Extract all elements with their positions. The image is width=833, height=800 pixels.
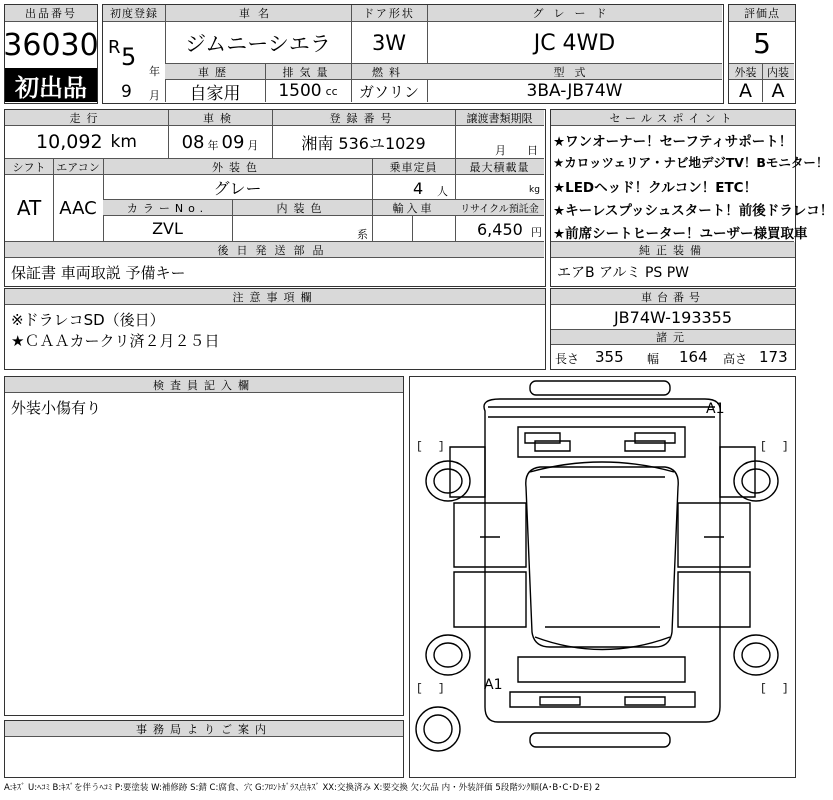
interior-color-unit: 系 bbox=[357, 228, 368, 241]
first-reg-era: R bbox=[108, 37, 121, 58]
specs-header: 諸元 bbox=[551, 329, 795, 345]
int-score-header: 内装 bbox=[762, 64, 794, 80]
svg-text:]: ] bbox=[438, 683, 445, 695]
notes-line-2: ★ＣＡＡカークリ済２月２５日 bbox=[11, 332, 220, 350]
inspection-year-unit: 年 bbox=[207, 139, 219, 152]
shift-value: AT bbox=[16, 196, 42, 220]
aircon-value: AAC bbox=[59, 197, 97, 219]
inspection-year: 08 bbox=[181, 131, 205, 153]
svg-text:[: [ bbox=[760, 441, 767, 453]
first-listing-badge: 初出品 bbox=[5, 68, 97, 102]
inspector-header: 検査員記入欄 bbox=[5, 377, 403, 393]
max-load-header: 最大積載量 bbox=[455, 159, 544, 175]
plate-number: 湘南 536ユ1029 bbox=[301, 133, 426, 153]
shift-header: シフト bbox=[5, 159, 53, 175]
history-value: 自家用 bbox=[189, 83, 241, 104]
ext-score-header: 外装 bbox=[729, 64, 762, 80]
office-section bbox=[4, 720, 404, 778]
inspector-section bbox=[4, 376, 404, 716]
spec-width: 164 bbox=[679, 348, 708, 366]
int-score: A bbox=[771, 80, 785, 102]
capacity-header: 乗車定員 bbox=[372, 159, 455, 175]
svg-text:]: ] bbox=[438, 441, 445, 453]
fuel-value: ガソリン bbox=[358, 82, 419, 101]
svg-text:]: ] bbox=[782, 683, 789, 695]
car-name-header: 車名 bbox=[165, 5, 351, 22]
grade-header: グレード bbox=[427, 5, 722, 22]
inspection-month: 09 bbox=[221, 131, 245, 153]
chassis-header: 車台番号 bbox=[551, 289, 795, 305]
transfer-day-unit: 日 bbox=[527, 144, 538, 157]
displacement-number: 1500 bbox=[278, 81, 322, 101]
model-code: 3BA-JB74W bbox=[526, 81, 623, 101]
inspection-header: 車検 bbox=[168, 110, 272, 126]
transfer-month-unit: 月 bbox=[495, 144, 506, 157]
displacement-unit: cc bbox=[325, 84, 338, 98]
car-name: ジムニーシエラ bbox=[185, 32, 331, 56]
spec-height-label: 高さ bbox=[723, 352, 748, 366]
sales-point-1: ★ワンオーナー！セーフティサポート！ bbox=[553, 134, 793, 150]
genuine-value: エアB アルミ PS PW bbox=[557, 265, 690, 281]
sales-points-header: セールスポイント bbox=[551, 110, 795, 126]
capacity-unit: 人 bbox=[437, 185, 448, 198]
plate-header: 登録番号 bbox=[272, 110, 455, 126]
notes-section bbox=[4, 288, 546, 370]
exterior-color-header: 外装色 bbox=[103, 159, 372, 175]
color-no-header: カラーNo. bbox=[103, 200, 232, 216]
displacement-value bbox=[265, 80, 351, 102]
lot-number: 36030 bbox=[3, 27, 99, 63]
sales-point-2: ★カロッツェリア・ナビ地デジTV！Bモニター！ bbox=[553, 155, 829, 170]
color-no-value: ZVL bbox=[152, 219, 183, 238]
door-header: ドア形状 bbox=[351, 5, 427, 22]
spec-width-label: 幅 bbox=[647, 352, 660, 366]
sales-point-4: ★キーレスプッシュスタート！前後ドラレコ！ bbox=[553, 203, 833, 219]
transfer-header: 譲渡書類期限 bbox=[455, 110, 544, 126]
genuine-header: 純正装備 bbox=[551, 242, 795, 258]
svg-text:[: [ bbox=[416, 441, 423, 453]
model-header: 型式 bbox=[427, 64, 722, 80]
first-reg-header: 初度登録 bbox=[103, 5, 165, 22]
mileage-value bbox=[5, 126, 168, 158]
lot-header: 出品番号 bbox=[5, 5, 97, 22]
max-load-unit: kg bbox=[529, 185, 540, 195]
first-reg-month: 9 bbox=[121, 82, 132, 102]
lot-section bbox=[4, 4, 98, 104]
svg-text:]: ] bbox=[782, 441, 789, 453]
recycle-header: リサイクル預託金 bbox=[455, 200, 544, 216]
mileage-number: 10,092 bbox=[36, 131, 103, 153]
car-diagram-svg bbox=[410, 377, 794, 776]
exterior-color-value: グレー bbox=[213, 178, 262, 198]
damage-mark-top: A1 bbox=[706, 401, 725, 417]
inspector-note: 外装小傷有り bbox=[11, 399, 102, 417]
first-reg-month-unit: 月 bbox=[149, 89, 160, 102]
inspection-value bbox=[168, 126, 272, 158]
damage-mark-bottom: A1 bbox=[484, 677, 503, 693]
sales-point-5: ★前席シートヒーター！ユーザー様買取車 bbox=[553, 226, 808, 242]
spec-length: 355 bbox=[595, 348, 624, 366]
chassis-section bbox=[550, 288, 796, 370]
inspection-month-unit: 月 bbox=[247, 139, 259, 152]
score-section bbox=[728, 4, 796, 104]
damage-diagram bbox=[409, 376, 796, 778]
notes-line-1: ※ドラレコSD（後日） bbox=[11, 311, 165, 329]
mileage-header: 走行 bbox=[5, 110, 168, 126]
displacement-header: 排気量 bbox=[265, 64, 351, 80]
spec-length-label: 長さ bbox=[555, 352, 580, 366]
history-header: 車歴 bbox=[165, 64, 265, 80]
grade-value: JC 4WD bbox=[533, 30, 616, 56]
svg-text:[: [ bbox=[416, 683, 423, 695]
capacity-value: 4 bbox=[413, 179, 424, 198]
first-reg-year-unit: 年 bbox=[149, 65, 160, 78]
score-header: 評価点 bbox=[729, 5, 795, 22]
sales-points-section bbox=[550, 109, 833, 287]
ext-score: A bbox=[739, 80, 752, 102]
score-value: 5 bbox=[753, 26, 771, 60]
mileage-unit: km bbox=[110, 132, 137, 152]
fuel-header: 燃料 bbox=[351, 64, 427, 80]
sales-point-3: ★LEDヘッド！クルコン！ETC！ bbox=[553, 180, 758, 196]
vehicle-info-table bbox=[102, 4, 724, 104]
recycle-unit: 円 bbox=[531, 226, 542, 239]
spec-height: 173 bbox=[759, 348, 788, 366]
later-parts-value: 保証書 車両取説 予備キー bbox=[11, 264, 186, 282]
import-header: 輸入車 bbox=[372, 200, 455, 216]
aircon-header: エアコン bbox=[53, 159, 103, 175]
later-parts-header: 後日発送部品 bbox=[5, 242, 544, 258]
recycle-value: 6,450 bbox=[477, 220, 523, 239]
notes-header: 注意事項欄 bbox=[5, 289, 545, 305]
details-table bbox=[4, 109, 546, 287]
door-type: 3W bbox=[371, 31, 407, 55]
svg-text:[: [ bbox=[760, 683, 767, 695]
interior-color-header: 内装色 bbox=[232, 200, 372, 216]
first-reg-year: 5 bbox=[121, 43, 137, 71]
chassis-number: JB74W-193355 bbox=[613, 307, 733, 327]
office-header: 事務局よりご案内 bbox=[5, 721, 403, 737]
legend-footer: A:ｷｽﾞ U:ﾍｺﾐ B:ｷｽﾞを伴うﾍｺﾐ P:要塗装 W:補修跡 S:錆 C:腐食、穴 G:ﾌﾛﾝﾄｶﾞﾗｽ点ｷｽﾞ XX:交換済み X:要交換 欠:欠品 内・外装評価 5段階ﾗﾝｸ順(A･B･C･D･E) 2 bbox=[4, 783, 601, 793]
